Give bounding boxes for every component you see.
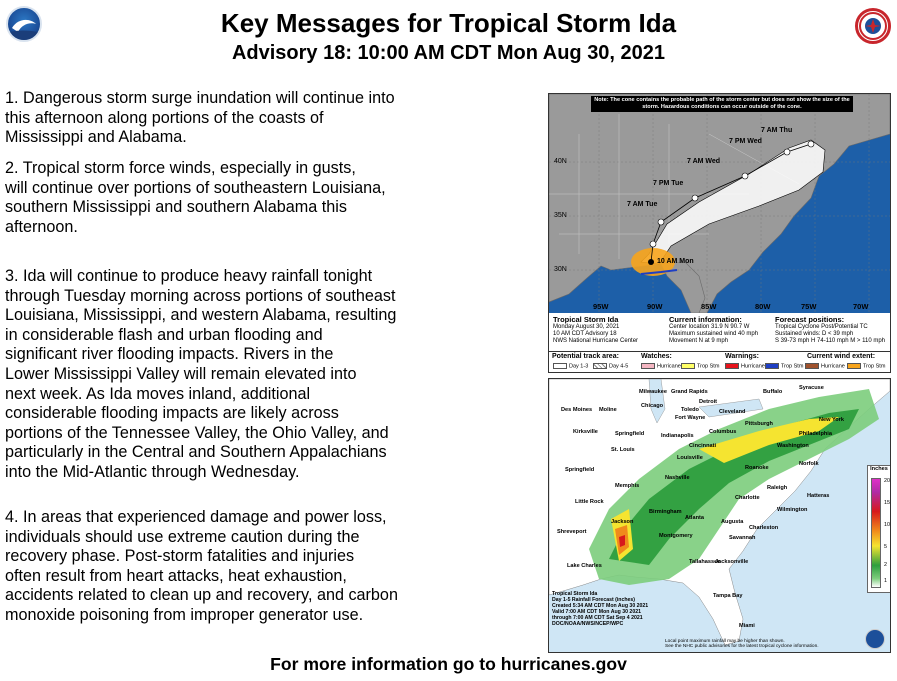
- legend-day45: [593, 363, 628, 370]
- legend-hurricane-warning-label: Hurricane: [741, 363, 765, 370]
- city-hatteras: Hatteras: [807, 493, 830, 499]
- legend-day45-label: Day 4-5: [609, 363, 629, 370]
- issuing-center: NWS National Hurricane Center: [553, 338, 639, 344]
- legend-wind-ts: [847, 363, 885, 370]
- city-louisville: Louisville: [677, 455, 703, 461]
- legend-hurricane-watch-swatch: [641, 363, 655, 369]
- lon-label-85w: 85W: [701, 302, 717, 311]
- legend-wind-ts-swatch: [847, 363, 861, 369]
- legend-wind-extent-title: Current wind extent:: [807, 353, 876, 360]
- forecast-label-7am-tue: 7 AM Tue: [627, 201, 658, 208]
- city-des-moines: Des Moines: [561, 407, 593, 413]
- fp-line2: Sustained winds: D < 39 mph: [775, 331, 854, 337]
- current-info-block: [669, 315, 774, 345]
- rain-scale-bar: [871, 478, 881, 588]
- city-savannah: Savannah: [729, 535, 756, 541]
- city-grand-rapids: Grand Rapids: [671, 389, 708, 395]
- legend-wind-hurricane: [805, 363, 845, 370]
- legend-watches-title: Watches:: [641, 353, 672, 360]
- city-washington: Washington: [777, 443, 809, 449]
- legend-wind-hurricane-label: Hurricane: [821, 363, 845, 370]
- lon-label-90w: 90W: [647, 302, 663, 311]
- legend-day13: [553, 363, 588, 370]
- forecast-label-7pm-tue: 7 PM Tue: [653, 180, 684, 187]
- legend-day13-label: Day 1-3: [569, 363, 589, 370]
- city-memphis: Memphis: [615, 483, 640, 489]
- city-augusta: Augusta: [721, 519, 744, 525]
- footer-link-text: For more information go to hurricanes.gov: [270, 654, 627, 674]
- rain-scale-title: Inches: [870, 466, 888, 472]
- city-st-louis: St. Louis: [611, 447, 635, 453]
- track-map: [549, 94, 890, 313]
- city-charlotte: Charlotte: [735, 495, 760, 501]
- fp-line1: Tropical Cyclone Post/Potential TC: [775, 324, 868, 330]
- lat-label-35n: 35N: [554, 212, 567, 219]
- movement: Movement N at 9 mph: [669, 338, 729, 344]
- legend-ts-watch: [681, 363, 719, 370]
- city-lake-charles: Lake Charles: [567, 563, 602, 569]
- advisory-number: 10 AM CDT Advisory 18: [553, 331, 617, 337]
- legend-ts-warning: [765, 363, 803, 370]
- legend-day45-swatch: [593, 363, 607, 369]
- city-toledo: Toledo: [681, 407, 699, 413]
- city-atlanta: Atlanta: [685, 515, 704, 521]
- lon-label-95w: 95W: [593, 302, 609, 311]
- current-storm-center: [648, 259, 654, 265]
- current-location: Center location 31.9 N 90.7 W: [669, 324, 750, 330]
- city-columbus: Columbus: [709, 429, 737, 435]
- lat-label-40n: 40N: [554, 158, 567, 165]
- city-wilmington: Wilmington: [777, 507, 808, 513]
- legend-hurricane-warning: [725, 363, 765, 370]
- rain-scale-tick-15: 15: [884, 500, 890, 506]
- track-forecast-graphic: [548, 93, 891, 373]
- cone-disclaimer-note: Note: The cone contains the probable path of the storm center but does not show the size of the storm. Hazardous conditions can occur outside of the cone.: [591, 96, 853, 112]
- key-message-4: 4. In areas that experienced damage and power loss, individuals should use extreme caution during the recovery phase. Post-storm fatalities and injuries often result from heart attacks, heat exhaustion, accidents related to clean up and recovery, and carbon monoxide poisoning from improper generator use.: [5, 508, 398, 624]
- city-cleveland: Cleveland: [719, 409, 746, 415]
- page-title: Key Messages for Tropical Storm Ida: [220, 8, 677, 38]
- city-miami: Miami: [739, 623, 755, 629]
- city-shreveport: Shreveport: [557, 529, 587, 535]
- city-indianapolis: Indianapolis: [661, 433, 694, 439]
- city-fort-wayne: Fort Wayne: [675, 415, 706, 421]
- city-detroit: Detroit: [699, 399, 718, 405]
- city-charleston: Charleston: [749, 525, 779, 531]
- city-raleigh: Raleigh: [767, 485, 788, 491]
- legend-wind-ts-label: Trop Stm: [863, 363, 886, 370]
- city-tampa-bay: Tampa Bay: [713, 593, 743, 599]
- storm-id-block: [553, 315, 663, 345]
- city-new-york: New York: [819, 417, 844, 423]
- city-springfield-mo: Springfield: [565, 467, 595, 473]
- legend-hurricane-watch-label: Hurricane: [657, 363, 681, 370]
- city-buffalo: Buffalo: [763, 389, 783, 395]
- city-jackson: Jackson: [611, 519, 634, 525]
- max-wind: Maximum sustained wind 40 mph: [669, 331, 759, 337]
- forecast-label-10am-mon: 10 AM Mon: [657, 258, 694, 265]
- rainfall-forecast-graphic: [548, 378, 891, 653]
- legend-track-area-title: Potential track area:: [552, 353, 619, 360]
- legend-day13-swatch: [553, 363, 567, 369]
- city-kirksville: Kirksville: [573, 429, 598, 435]
- forecast-label-7pm-wed: 7 PM Wed: [729, 138, 762, 145]
- city-montgomery: Montgomery: [659, 533, 693, 539]
- fp-line3: S 39-73 mph H 74-110 mph M > 110 mph: [775, 338, 886, 344]
- city-little-rock: Little Rock: [575, 499, 604, 505]
- legend-hurricane-warning-swatch: [725, 363, 739, 369]
- city-cincinnati: Cincinnati: [689, 443, 717, 449]
- rainfall-color-scale: [867, 465, 891, 593]
- lon-label-75w: 75W: [801, 302, 817, 311]
- key-message-1: 1. Dangerous storm surge inundation will continue into this afternoon along portions of the coasts of Mississippi and Alabama.: [5, 89, 395, 147]
- rainfall-caption: Tropical Storm Ida Day 1-5 Rainfall Forecast (inches) Created 5:34 AM CDT Mon Aug 30 2021 Valid 7:00 AM CDT Mon Aug 30 2021 through 7:00 AM CDT Sat Sep 4 2021 DOC/NOAA/NWS/NCEP/WPC: [552, 591, 649, 627]
- legend-ts-warning-swatch: [765, 363, 779, 369]
- forecast-label-7am-wed: 7 AM Wed: [687, 158, 721, 165]
- city-birmingham: Birmingham: [649, 509, 682, 515]
- city-chicago: Chicago: [641, 403, 664, 409]
- city-milwaukee: Milwaukee: [639, 389, 667, 395]
- city-roanoke: Roanoke: [745, 465, 769, 471]
- advisory-subtitle: Advisory 18: 10:00 AM CDT Mon Aug 30, 2021: [231, 42, 666, 64]
- track-map-canvas: [549, 94, 890, 313]
- forecast-positions-title: Forecast positions:: [775, 315, 845, 324]
- city-pittsburgh: Pittsburgh: [745, 421, 773, 427]
- current-info-title: Current information:: [669, 315, 742, 324]
- track-legend: [549, 351, 890, 372]
- forecast-label-7am-thu: 7 AM Thu: [761, 127, 793, 134]
- legend-hurricane-watch: [641, 363, 681, 370]
- rain-scale-tick-5: 5: [884, 544, 887, 550]
- city-nashville: Nashville: [665, 475, 690, 481]
- key-message-3: 3. Ida will continue to produce heavy rainfall tonight through Tuesday morning across portions of southeast Louisiana, Mississippi, and western Alabama, resulting in considerable flash and urban flooding and significant river flooding impacts. Rivers in the Lower Mississippi Valley will remain elevated into next week. As Ida moves inland, additional considerable flooding impacts are likely across portions of the Tennessee Valley, the Ohio Valley, and particularly in the Central and Southern Appalachians into the Mid-Atlantic through Wednesday.: [5, 267, 397, 481]
- city-jacksonville: Jacksonville: [715, 559, 749, 565]
- city-springfield-il: Springfield: [615, 431, 645, 437]
- city-philadelphia: Philadelphia: [799, 431, 832, 437]
- city-moline: Moline: [599, 407, 617, 413]
- legend-wind-hurricane-swatch: [805, 363, 819, 369]
- lon-label-80w: 80W: [755, 302, 771, 311]
- issue-date: Monday August 30, 2021: [553, 324, 620, 330]
- rain-scale-tick-20: 20: [884, 478, 890, 484]
- storm-name: Tropical Storm Ida: [553, 315, 619, 324]
- legend-warnings-title: Warnings:: [725, 353, 759, 360]
- rain-swath-red: [619, 535, 625, 547]
- lon-label-70w: 70W: [853, 302, 869, 311]
- legend-ts-warning-label: Trop Stm: [781, 363, 804, 370]
- rainfall-note: Local point maximum rainfall may be higher than shown. See the NHC public advisories for the latest tropical cyclone information.: [665, 639, 819, 650]
- track-info-panel: [549, 313, 890, 372]
- city-norfolk: Norfolk: [799, 461, 819, 467]
- city-tallahassee: Tallahassee: [689, 559, 721, 565]
- rain-scale-tick-10: 10: [884, 522, 890, 528]
- lat-label-30n: 30N: [554, 266, 567, 273]
- city-syracuse: Syracuse: [799, 385, 824, 391]
- legend-ts-watch-swatch: [681, 363, 695, 369]
- rain-scale-tick-1: 1: [884, 578, 887, 584]
- key-message-2: 2. Tropical storm force winds, especially in gusts, will continue over portions of southeastern Louisiana, southern Mississippi and southern Alabama this afternoon.: [5, 159, 386, 236]
- forecast-positions-block: [775, 315, 889, 345]
- legend-ts-watch-label: Trop Stm: [697, 363, 720, 370]
- rain-scale-tick-2: 2: [884, 562, 887, 568]
- rain-noaa-logo: [865, 629, 885, 649]
